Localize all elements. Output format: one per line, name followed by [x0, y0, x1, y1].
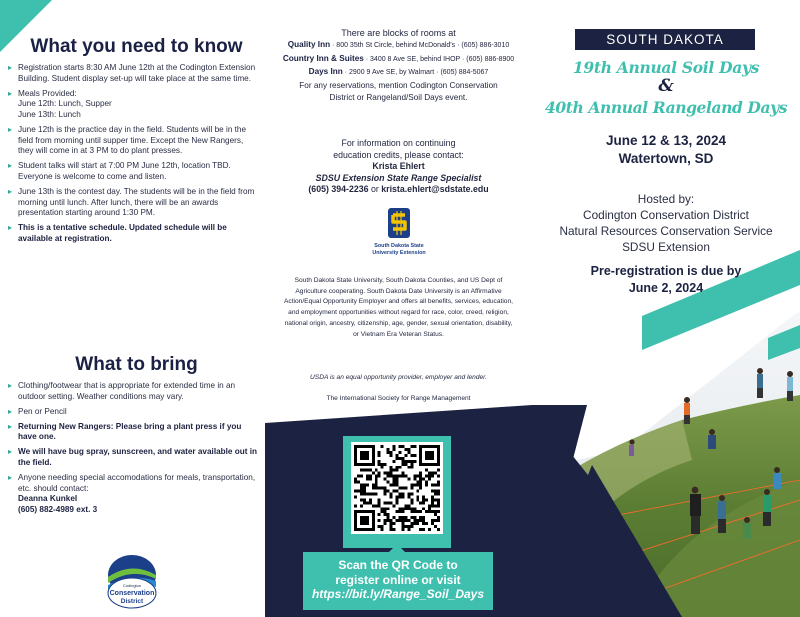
equal-opportunity-statement: South Dakota State University, South Dakota Counties, and US Dept of Agriculture cooperating. South Dakota Date University is an Affirmative Action/Equal Opportunity Employer and offers all benefits, services, education, and employment opportunities without regard for race, color, creed, religion, national origin, ancestry, citizenship, age, gender, sexual orientation, disability, or Vietnam Era Veteran Status.	[284, 277, 513, 338]
list-item: ▸ Pen or Pencil	[8, 407, 258, 418]
list-item: ▸ June 12th is the practice day in the field. Students will be in the field from morning until supper time. Except the New Rangers, they will come in at 3 PM to do plant presses.	[8, 125, 258, 157]
hotel-row: Days Inn · 2900 9 Ave SE, by Walmart · (605) 884-5067	[308, 67, 489, 77]
list-item: ▸ June 13th is the contest day. The students will be in the field from morning until lunch. After lunch, there will be an awards presentation starting around 1:30 PM.	[8, 187, 258, 219]
hosted-by	[532, 191, 800, 255]
list-item: ▸ Registration starts 8:30 AM June 12th at the Codington Extension Building. Student display set-up will take place at the same time.	[8, 63, 258, 84]
logo-text-3: District	[120, 598, 144, 605]
sdsu-extension-logo	[360, 206, 438, 258]
hotel-note: For any reservations, mention Codington Conservation District or Rangeland/Soil Days event.	[299, 80, 498, 103]
list-item: ▸ This is a tentative schedule. Updated schedule will be available at registration.	[8, 223, 258, 244]
contact-column	[265, 0, 532, 617]
preregistration-deadline: Pre-registration is due by June 2, 2024	[590, 264, 742, 295]
list-item: ▸ Student talks will start at 7:00 PM June 12th, location TBD. Everyone is welcome to come and listen.	[8, 161, 258, 182]
hotel-intro: There are blocks of rooms at	[341, 28, 456, 38]
host-item: Natural Resources Conservation Service	[559, 224, 773, 238]
rangeland-days-title: 40th Annual Rangeland Days	[544, 98, 788, 117]
ceu-info: For information on continuing education credits, please contact: Krista Ehlert SDSU Extension State Range Specialist (605) 394-2236 or krista.ehlert@sdstate.edu	[308, 138, 489, 194]
host-item: Codington Conservation District	[583, 208, 749, 222]
registration-qr-code[interactable]	[354, 445, 440, 531]
event-date-location	[532, 132, 800, 168]
meal-day-2: June 13th: Lunch	[18, 109, 81, 119]
what-to-bring-heading: What to bring	[75, 354, 198, 375]
title-ampersand: &	[658, 76, 674, 96]
what-to-bring-list	[8, 381, 258, 520]
state-banner: SOUTH DAKOTA	[575, 29, 755, 50]
hotel-row: Country Inn & Suites · 3400 8 Ave SE, behind IHOP · (605) 886-8900	[282, 53, 515, 63]
meal-day-1: June 12th: Lunch, Supper	[18, 99, 112, 109]
logo-text-2: Conservation	[109, 590, 155, 597]
list-item: ▸ We will have bug spray, sunscreen, and water available out in the field.	[8, 447, 258, 468]
soil-days-title: 19th Annual Soil Days	[572, 58, 760, 77]
hotel-info	[265, 27, 532, 104]
scan-qr-callout: Scan the QR Code to register online or visit https://bit.ly/Range_Soil_Days	[303, 552, 493, 610]
need-to-know-list	[8, 63, 258, 249]
contact-phone: (605) 882-4989 ext. 3	[18, 504, 98, 514]
sdsu-logo-line1: South Dakota State	[374, 243, 424, 249]
event-dates: June 12 & 13, 2024	[605, 133, 727, 148]
cover-column	[532, 0, 800, 617]
contact-name: Deanna Kunkel	[18, 494, 78, 504]
info-column	[0, 0, 265, 617]
usda-statement: USDA is an equal opportunity provider, employer and lender.	[310, 374, 487, 381]
registration-url-link[interactable]: https://bit.ly/Range_Soil_Days	[311, 587, 485, 601]
ceu-email-link[interactable]: krista.ehlert@sdstate.edu	[381, 184, 489, 194]
ceu-contact-name: Krista Ehlert	[372, 161, 425, 171]
ceu-contact-title: SDSU Extension State Range Specialist	[315, 172, 482, 183]
panel-diagonal	[265, 405, 532, 423]
hosted-label: Hosted by:	[637, 192, 695, 206]
list-item: ▸ Clothing/footwear that is appropriate for extended time in an outdoor setting. Weather conditions may vary.	[8, 381, 258, 402]
list-item: ▸ Meals Provided: June 12th: Lunch, Supper June 13th: Lunch	[8, 89, 258, 121]
what-you-need-heading: What you need to know	[30, 36, 243, 57]
list-item: ▸ Anyone needing special accomodations for meals, transportation, etc. should contact: Deanna Kunkel (605) 882-4989 ext. 3	[8, 473, 258, 515]
ceu-phone: (605) 394-2236	[308, 184, 369, 194]
srm-convention-note: The International Society for Range Management	[326, 395, 471, 402]
logo-text-1: Codington	[122, 583, 142, 588]
hotel-row: Quality Inn · 800 35th St Circle, behind McDonald's · (605) 886-3010	[287, 40, 510, 50]
host-item: SDSU Extension	[622, 240, 710, 254]
sdsu-logo-line2: University Extension	[372, 250, 426, 256]
event-location: Watertown, SD	[618, 151, 714, 166]
codington-conservation-district-logo	[104, 553, 160, 609]
list-item: ▸ Returning New Rangers: Please bring a plant press if you have one.	[8, 422, 258, 443]
